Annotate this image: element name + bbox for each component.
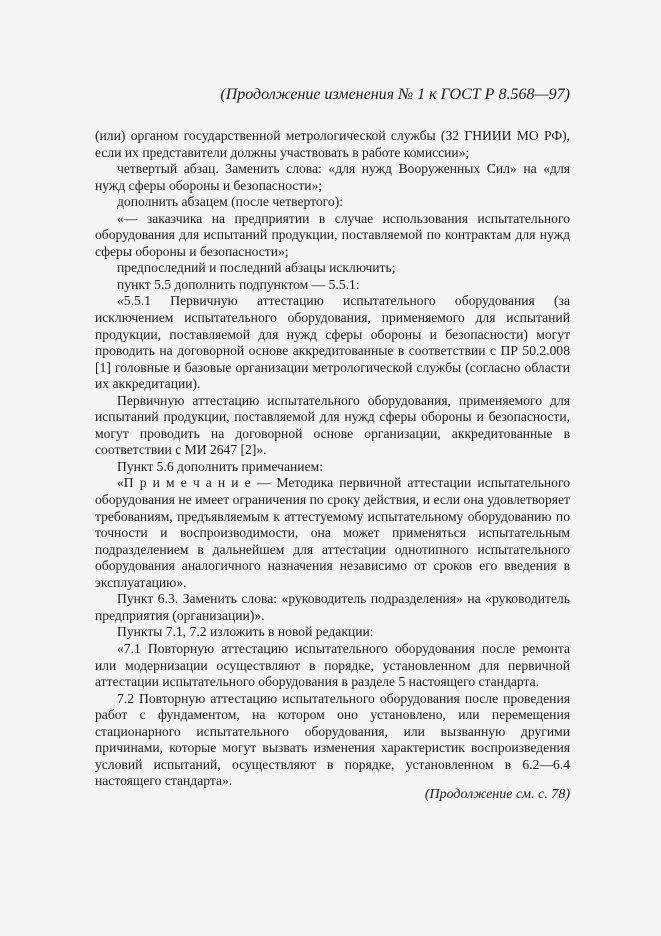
- paragraph-6: пункт 5.5 дополнить подпунктом — 5.5.1:: [117, 276, 360, 292]
- paragraph-9: Пункт 5.6 дополнить примечанием:: [117, 458, 323, 474]
- paragraph-3: дополнить абзацем (после четвертого):: [117, 194, 344, 210]
- paragraph-12: Пункты 7.1, 7.2 изложить в новой редакции:: [117, 624, 374, 640]
- continuation-footer: (Продолжение см. с. 78): [424, 787, 570, 802]
- paragraph-5: предпоследний и последний абзацы исключить;: [117, 260, 396, 276]
- paragraph-13: «7.1 Повторную аттестацию испытательного оборудования после ремонта или модернизации осуществляют в порядке, установленном для первичной аттестации испытательного оборудования в разделе 5 настоящего стандарта.: [95, 640, 570, 690]
- continuation-header: (Продолжение изменения № 1 к ГОСТ Р 8.568—97): [220, 86, 570, 103]
- paragraph-1: (или) органом государственной метрологической службы (32 ГНИИИ МО РФ), если их представители должны участвовать в работе комиссии»;: [95, 128, 570, 160]
- paragraph-10: «П р и м е ч а н и е — Методика первичной аттестации испытательного оборудования не имеет ограничения по сроку действия, и если она удовлетворяет требованиям, предъявляемым к аттестуемому испытательному оборудованию по точности и воспроизводимости, она может применяться испытательным подразделением в дальнейшем для аттестации однотипного испытательного оборудования аналогичного назначения независимо от сроков его введения в эксплуатацию».: [95, 475, 570, 590]
- paragraph-14: 7.2 Повторную аттестацию испытательного оборудования после проведения работ с фундаментом, на котором оно установлено, или перемещения стационарного испытательного оборудования, или вызванную другими причинами, которые могут вызвать изменения характеристик воспроизведения условий испытаний, осуществляют в порядке, установленном в 6.2—6.4 настоящего стандарта».: [95, 690, 570, 789]
- paragraph-11: Пункт 6.3. Заменить слова: «руководитель подразделения» на «руководитель предприятия (организации)».: [95, 591, 570, 623]
- paragraph-2: четвертый абзац. Заменить слова: «для нужд Вооруженных Сил» на «для нужд сферы обороны и безопасности»;: [95, 161, 570, 193]
- paragraph-7: «5.5.1 Первичную аттестацию испытательного оборудования (за исключением испытательного оборудования, применяемого для испытаний продукции, поставляемой для нужд сферы обороны и безопасности) могут проводить на договорной основе аккредитованные в соответствии с ПР 50.2.008 [1] головные и базовые организации метрологической службы (согласно области их аккредитации).: [95, 293, 570, 392]
- document-body: [95, 128, 570, 790]
- paragraph-8: Первичную аттестацию испытательного оборудования, применяемого для испытаний продукции, поставляемой для нужд сферы обороны и безопасности, могут проводить на договорной основе организации, аккредитованные в соответствии с МИ 2647 [2]».: [95, 392, 570, 458]
- paragraph-4: «— заказчика на предприятии в случае использования испытательного оборудования для испытаний продукции, поставляемой по контрактам для нужд сферы обороны и безопасности»;: [95, 210, 570, 259]
